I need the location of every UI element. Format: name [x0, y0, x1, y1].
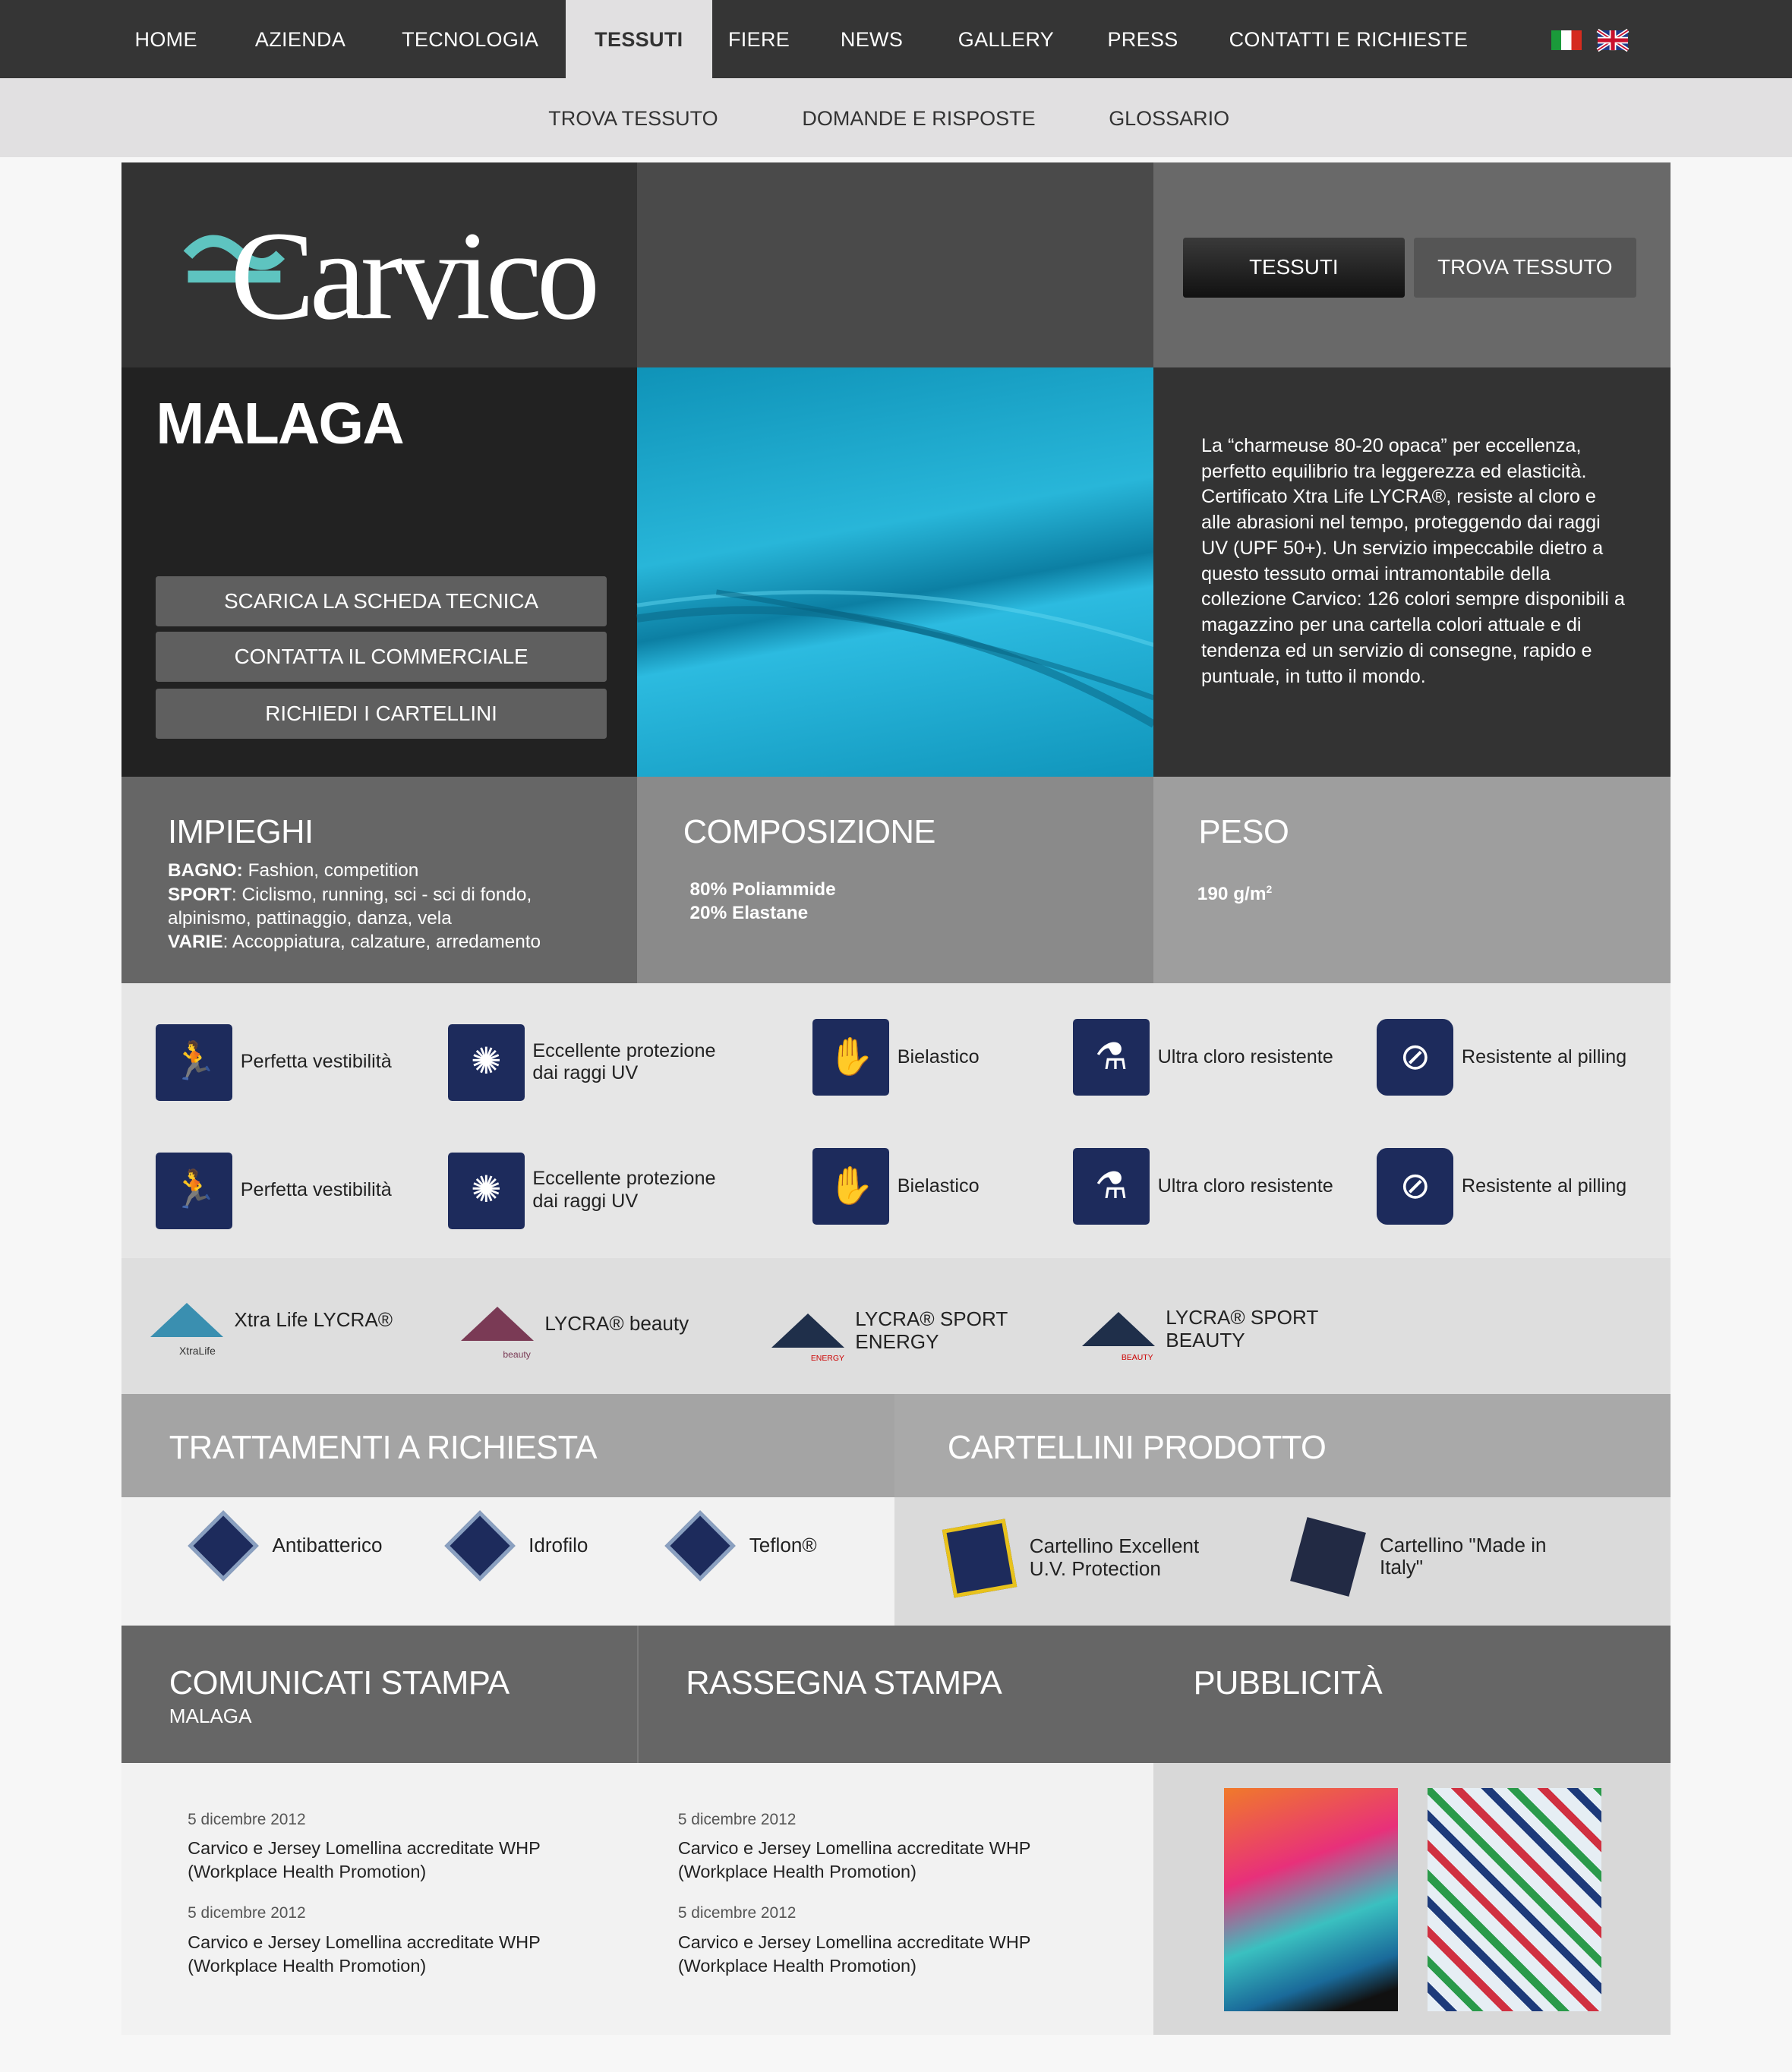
feature-chlorine — [1073, 1019, 1333, 1096]
italian-flag-icon[interactable] — [1551, 30, 1582, 50]
impieghi-panel — [121, 777, 637, 983]
trattamenti-panel — [121, 1497, 894, 1626]
treatment-teflon — [662, 1521, 817, 1571]
peso-panel — [1153, 777, 1670, 983]
news-item[interactable] — [678, 1901, 1088, 1978]
treatment-label: Idrofilo — [528, 1534, 588, 1557]
lycra-logo-icon — [771, 1314, 844, 1364]
treatment-antibacterial — [185, 1521, 383, 1571]
feature-label: Bielastico — [897, 1045, 980, 1068]
uv-rays-icon: ✺ — [448, 1153, 525, 1229]
news-title[interactable]: Carvico e Jersey Lomellina accreditate WHP (Workplace Health Promotion) — [677, 1932, 1031, 1976]
cartellino-label: Cartellino "Made in Italy" — [1379, 1533, 1547, 1579]
logo-panel — [121, 162, 637, 367]
uk-flag-icon[interactable] — [1598, 30, 1628, 50]
lycra-label: LYCRA® SPORT ENERGY — [855, 1307, 1008, 1353]
lycra-label: Xtra Life LYCRA® — [234, 1307, 393, 1331]
subnav-trova-tessuto[interactable]: TROVA TESSUTO — [548, 106, 718, 130]
uv-rays-icon: ✺ — [448, 1024, 525, 1101]
nav-home[interactable]: HOME — [134, 28, 197, 51]
feature-uv — [448, 1024, 739, 1101]
ad-thumbnail[interactable] — [1224, 1788, 1399, 2011]
download-datasheet-button[interactable]: SCARICA LA SCHEDA TECNICA — [156, 576, 606, 626]
stampa-header — [121, 1626, 1671, 1763]
weight-text: 190 g/m — [1197, 883, 1267, 904]
nav-press[interactable]: PRESS — [1107, 28, 1178, 51]
news-title[interactable]: Carvico e Jersey Lomellina accreditate WHP (Workplace Health Promotion) — [188, 1838, 541, 1882]
nav-tessuti[interactable]: TESSUTI — [566, 0, 712, 78]
tag-uv-icon — [942, 1519, 1017, 1597]
feature-label: Resistente al pilling — [1461, 1045, 1627, 1068]
lycra-beauty — [461, 1307, 689, 1360]
comunicati-subtitle: MALAGA — [169, 1705, 252, 1728]
composition-line: 80% Poliammide — [689, 878, 836, 900]
main-nav — [0, 0, 1792, 78]
ad-thumbnail[interactable] — [1428, 1788, 1602, 2011]
peso-title: PESO — [1198, 814, 1289, 851]
feature-pilling — [1377, 1019, 1626, 1096]
chlorine-flask-icon: ⚗ — [1073, 1148, 1150, 1225]
nav-contatti[interactable]: CONTATTI E RICHIESTE — [1229, 28, 1469, 51]
feature-fit — [156, 1153, 391, 1229]
lycra-xtralife — [150, 1303, 393, 1357]
weight-exponent: 2 — [1266, 882, 1273, 895]
cartellini-header — [894, 1394, 1671, 1497]
contact-sales-button[interactable]: CONTATTA IL COMMERCIALE — [156, 632, 606, 682]
composition-line: 20% Elastane — [689, 902, 809, 923]
water-drop-icon — [444, 1510, 516, 1582]
product-description: La “charmeuse 80-20 opaca” per eccellenza, perfetto equilibrio tra leggerezza ed elasticità. Certificato Xtra Life LYCRA®, resiste al cloro e alle abrasioni nel tempo, proteggendo dai raggi UV (UPF 50+). Un servizio impeccabile dietro a questo tessuto ormai intramontabile della collezione Carvico: 126 colori sempre disponibili a magazzino per una cartella colori attuale e di tendenza ed un servizio di consegne, rapido e puntuale, in tutto il mondo. — [1201, 434, 1625, 687]
news-item[interactable] — [678, 1808, 1088, 1884]
trova-tessuto-button[interactable]: TROVA TESSUTO — [1414, 238, 1636, 297]
press-lists — [121, 1763, 1153, 2036]
comunicati-title: COMUNICATI STAMPA — [169, 1664, 510, 1701]
feature-label: Eccellente protezione dai raggi UV — [532, 1168, 716, 1213]
feature-chlorine — [1073, 1148, 1333, 1225]
nav-azienda[interactable]: AZIENDA — [254, 28, 346, 51]
advertising-panel — [1153, 1763, 1670, 2036]
news-date: 5 dicembre 2012 — [188, 1810, 306, 1828]
features-panel — [121, 983, 1671, 1258]
impieghi-label: SPORT — [168, 884, 232, 905]
header-buttons-panel — [1153, 162, 1670, 367]
product-title: MALAGA — [156, 392, 403, 457]
feature-label: Perfetta vestibilità — [240, 1051, 392, 1073]
feature-label: Resistente al pilling — [1461, 1175, 1627, 1197]
cartellino-italy[interactable] — [1298, 1524, 1589, 1590]
impieghi-label: BAGNO: — [168, 860, 243, 881]
pubblicita-title: PUBBLICITÀ — [1193, 1664, 1383, 1701]
request-swatches-button[interactable]: RICHIEDI I CARTELLINI — [156, 689, 606, 739]
news-title[interactable]: Carvico e Jersey Lomellina accreditate WHP (Workplace Health Promotion) — [677, 1838, 1031, 1882]
cartellini-title: CARTELLINI PRODOTTO — [947, 1430, 1327, 1467]
trattamenti-title: TRATTAMENTI A RICHIESTA — [169, 1430, 597, 1467]
feature-label: Ultra cloro resistente — [1157, 1175, 1333, 1197]
lycra-sport-beauty — [1082, 1306, 1346, 1362]
sub-nav — [0, 78, 1792, 157]
subnav-domande[interactable]: DOMANDE E RISPOSTE — [802, 106, 1036, 130]
cartellini-panel — [894, 1497, 1671, 1626]
impieghi-text: : Ciclismo, running, sci - sci di fondo, alpinismo, pattinaggio, danza, vela — [168, 884, 532, 929]
subnav-glossario[interactable]: GLOSSARIO — [1109, 106, 1230, 130]
feature-label: Bielastico — [897, 1175, 980, 1197]
fit-athlete-icon: 🏃 — [156, 1153, 232, 1229]
trattamenti-header — [121, 1394, 894, 1497]
lycra-panel — [121, 1258, 1671, 1394]
feature-label: Perfetta vestibilità — [240, 1179, 392, 1201]
anti-pilling-icon: ⊘ — [1377, 1148, 1453, 1225]
treatment-idrofilo — [441, 1521, 588, 1571]
feature-fit — [156, 1024, 391, 1101]
feature-bielastico — [812, 1019, 979, 1096]
svg-text:Carvico: Carvico — [229, 206, 595, 347]
lycra-logo-icon — [1082, 1312, 1155, 1362]
impieghi-list — [168, 859, 591, 954]
news-date: 5 dicembre 2012 — [188, 1904, 306, 1922]
logo-sub: XtraLife — [178, 1344, 216, 1357]
nav-gallery[interactable]: GALLERY — [958, 28, 1055, 51]
tag-italy-icon — [1290, 1517, 1366, 1597]
header-blank-panel — [637, 162, 1153, 367]
treatment-label: Antibatterico — [272, 1534, 383, 1557]
feature-label: Ultra cloro resistente — [1157, 1045, 1333, 1068]
feature-bielastico — [812, 1148, 979, 1225]
stretch-hand-icon: ✋ — [812, 1148, 889, 1225]
nav-fiere[interactable]: FIERE — [727, 28, 790, 51]
fit-athlete-icon: 🏃 — [156, 1024, 232, 1101]
feature-uv — [448, 1153, 739, 1229]
impieghi-text: : Accoppiatura, calzature, arredamento — [222, 932, 541, 953]
teflon-icon — [665, 1510, 737, 1582]
anti-pilling-icon: ⊘ — [1377, 1019, 1453, 1096]
antibacterial-icon — [188, 1510, 259, 1582]
lycra-label: LYCRA® beauty — [544, 1311, 689, 1335]
tessuti-button[interactable]: TESSUTI — [1183, 238, 1405, 297]
news-date: 5 dicembre 2012 — [677, 1904, 797, 1922]
cartellino-label: Cartellino Excellent U.V. Protection — [1029, 1534, 1200, 1580]
impieghi-label: VARIE — [168, 932, 223, 953]
composizione-panel — [637, 777, 1153, 983]
lycra-sport-energy — [771, 1307, 1036, 1364]
stretch-hand-icon: ✋ — [812, 1019, 889, 1096]
rassegna-title: RASSEGNA STAMPA — [686, 1664, 1002, 1701]
feature-pilling — [1377, 1148, 1626, 1225]
feature-label: Eccellente protezione dai raggi UV — [532, 1039, 716, 1084]
fabric-image — [637, 367, 1153, 777]
news-item[interactable] — [188, 1901, 598, 1978]
peso-value — [1197, 878, 1272, 906]
cartellino-uv[interactable] — [948, 1524, 1238, 1593]
composizione-title: COMPOSIZIONE — [683, 814, 935, 851]
nav-tecnologia[interactable]: TECNOLOGIA — [402, 28, 539, 51]
impieghi-text: Fashion, competition — [242, 860, 419, 881]
news-item[interactable] — [188, 1808, 598, 1884]
description-panel — [1153, 367, 1670, 777]
logo-sub: BEAUTY — [1121, 1353, 1153, 1362]
impieghi-title: IMPIEGHI — [168, 814, 314, 851]
lycra-label: LYCRA® SPORT BEAUTY — [1166, 1306, 1318, 1351]
news-title[interactable]: Carvico e Jersey Lomellina accreditate WHP (Workplace Health Promotion) — [188, 1932, 541, 1976]
logo-sub: beauty — [503, 1348, 531, 1360]
nav-news[interactable]: NEWS — [840, 28, 904, 51]
chlorine-flask-icon: ⚗ — [1073, 1019, 1150, 1096]
product-panel — [121, 367, 637, 777]
treatment-label: Teflon® — [749, 1534, 817, 1557]
news-date: 5 dicembre 2012 — [677, 1810, 797, 1828]
lycra-logo-icon — [150, 1303, 223, 1357]
lycra-logo-icon — [461, 1307, 534, 1360]
logo-sub: ENERGY — [810, 1355, 844, 1364]
carvico-logo[interactable] — [185, 202, 595, 347]
